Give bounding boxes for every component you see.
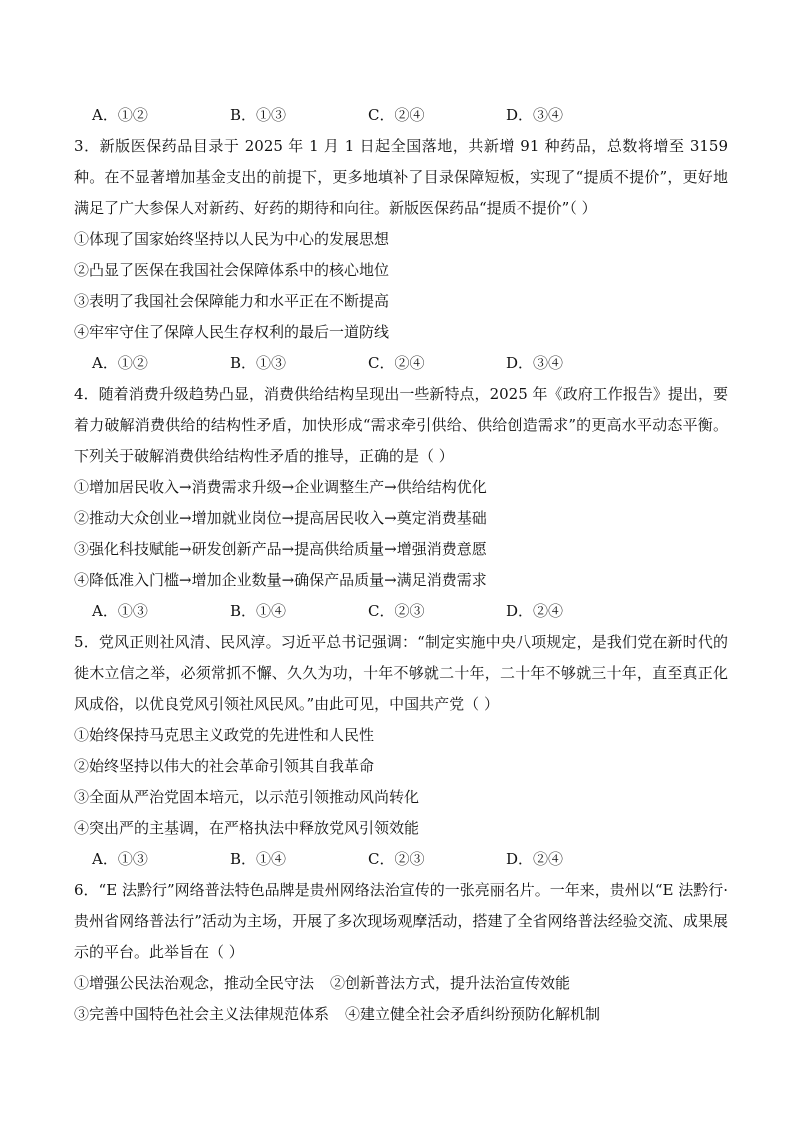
q2-option-a: A．①②	[92, 106, 148, 124]
q5-option-a: A．①③	[92, 850, 148, 868]
q4-item-3: ③强化科技赋能→研发创新产品→提高供给质量→增强消费意愿	[74, 540, 487, 558]
q4-stem: 4．随着消费升级趋势凸显，消费供给结构呈现出一些新特点，2025 年《政府工作报告》提出，要着力破解消费供给的结构性矛盾，加快形成“需求牵引供给、供给创造需求”的更高水平动态平衡。下列关于破解消费供给结构性矛盾的推导，正确的是（ ）	[74, 385, 728, 465]
q2-option-d: D．③④	[506, 106, 564, 124]
q4-option-a: A．①③	[92, 602, 148, 620]
q5-option-c: C．②③	[368, 850, 425, 868]
q5-item-4: ④突出严的主基调，在严格执法中释放党风引领效能	[74, 819, 420, 837]
q5-stem: 5．党风正则社风清、民风淳。习近平总书记强调：“制定实施中央八项规定，是我们党在新时代的徙木立信之举，必须常抓不懈、久久为功，十年不够就二十年，二十年不够就三十年，直至真正化风成俗，以优良党风引领社风民风。”由此可见，中国共产党（ ）	[74, 633, 728, 713]
q2-option-c: C．②④	[368, 106, 425, 124]
q6-item-2: ②创新普法方式，提升法治宣传效能	[330, 974, 571, 992]
q3-item-2: ②凸显了医保在我国社会保障体系中的核心地位	[74, 261, 390, 279]
q3-option-c: C．②④	[368, 354, 425, 372]
q3-stem: 3．新版医保药品目录于 2025 年 1 月 1 日起全国落地，共新增 91 种药品，总数将增至 3159 种。在不显著增加基金支出的前提下，更多地填补了目录保障短板，实现了“提质不提价”，更好地满足了广大参保人对新药、好药的期待和向往。新版医保药品“提质不提价”（ ）	[74, 137, 728, 217]
q3-option-a: A．①②	[92, 354, 148, 372]
q6-stem: 6．“E 法黔行”网络普法特色品牌是贵州网络法治宣传的一张亮丽名片。一年来，贵州以“E 法黔行·贵州省网络普法行”活动为主场，开展了多次现场观摩活动，搭建了全省网络普法经验交流、成果展示的平台。此举旨在（ ）	[74, 881, 728, 961]
q5-item-2: ②始终坚持以伟大的社会革命引领其自我革命	[74, 757, 375, 775]
q3-options	[74, 348, 728, 379]
q6-item-1: ①增强公民法治观念，推动全民守法	[74, 974, 315, 992]
q4-option-b: B．①④	[230, 602, 287, 620]
q3-item-4: ④牢牢守住了保障人民生存权利的最后一道防线	[74, 323, 390, 341]
q5-option-b: B．①④	[230, 850, 287, 868]
q5-option-d: D．②④	[506, 850, 564, 868]
q3-item-1: ①体现了国家始终坚持以人民为中心的发展思想	[74, 230, 390, 248]
q4-item-4: ④降低准入门槛→增加企业数量→确保产品质量→满足消费需求	[74, 571, 487, 589]
page-content	[74, 100, 728, 1030]
q6-item-4: ④建立健全社会矛盾纠纷预防化解机制	[345, 1005, 601, 1023]
q5-item-3: ③全面从严治党固本培元，以示范引领推动风尚转化	[74, 788, 420, 806]
q5-options	[74, 844, 728, 875]
q5-item-1: ①始终保持马克思主义政党的先进性和人民性	[74, 726, 375, 744]
q3-option-b: B．①③	[230, 354, 287, 372]
q4-item-1: ①增加居民收入→消费需求升级→企业调整生产→供给结构优化	[74, 478, 487, 496]
q2-option-b: B．①③	[230, 106, 287, 124]
q4-option-d: D．②④	[506, 602, 564, 620]
q2-options	[74, 100, 728, 131]
q4-option-c: C．②③	[368, 602, 425, 620]
q6-items-row-2	[74, 999, 728, 1030]
q3-option-d: D．③④	[506, 354, 564, 372]
q3-item-3: ③表明了我国社会保障能力和水平正在不断提高	[74, 292, 390, 310]
q6-item-3: ③完善中国特色社会主义法律规范体系	[74, 1005, 330, 1023]
q4-item-2: ②推动大众创业→增加就业岗位→提高居民收入→奠定消费基础	[74, 509, 487, 527]
q6-items-row-1	[74, 968, 728, 999]
q4-options	[74, 596, 728, 627]
